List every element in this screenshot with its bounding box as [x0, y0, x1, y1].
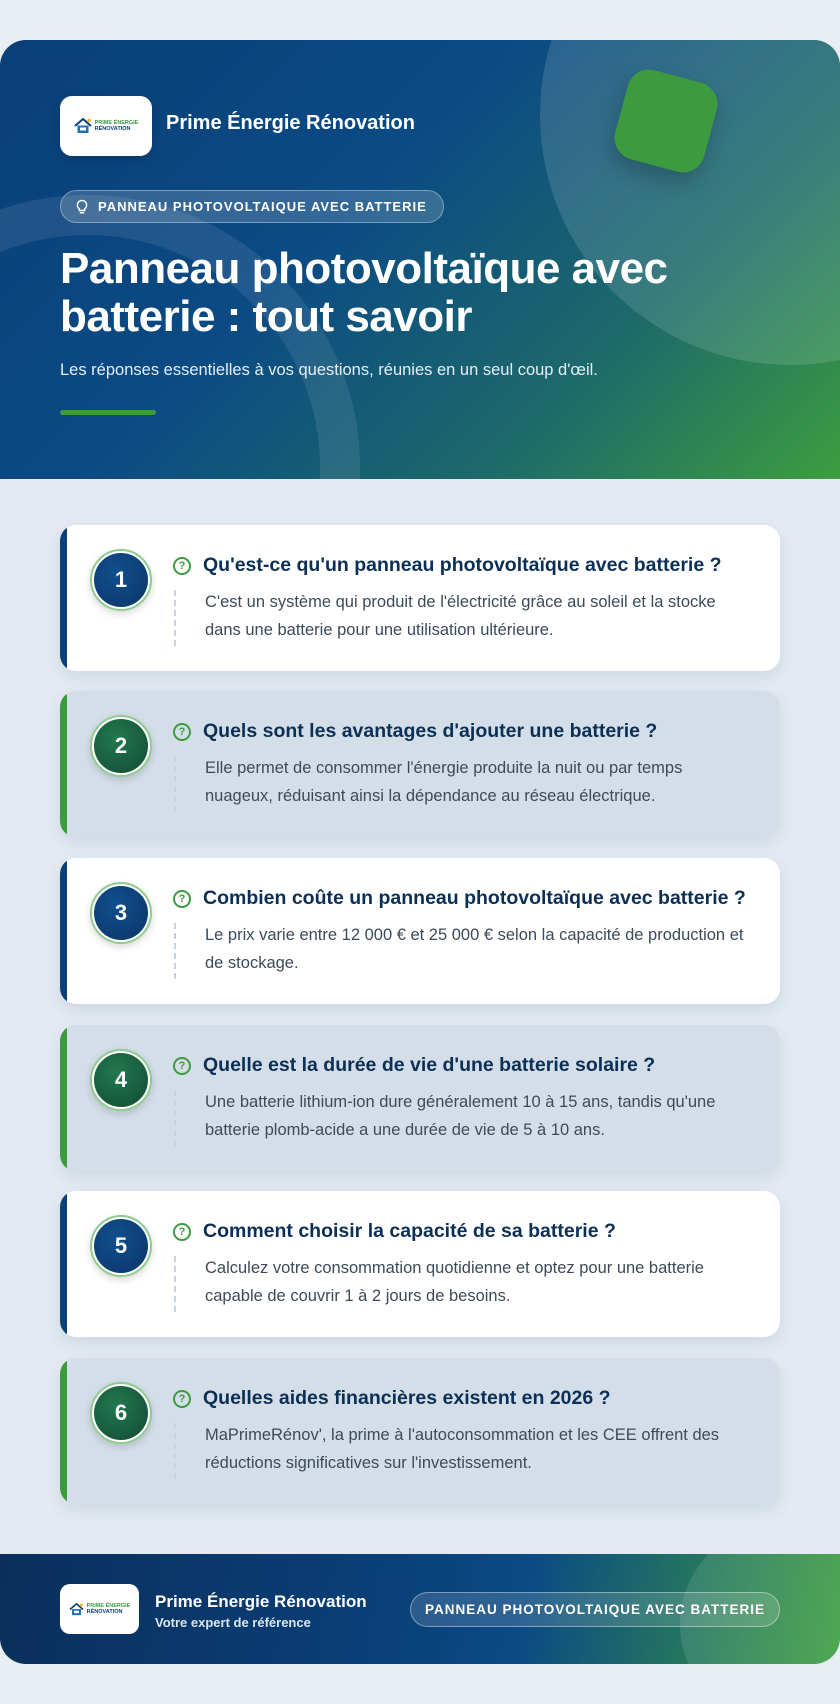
faq-divider — [174, 1423, 176, 1479]
page-subtitle: Les réponses essentielles à vos questions, réunies en un seul coup d'œil. — [60, 361, 598, 379]
logo-text-line1: PRIME ÉNERGIE — [86, 1603, 131, 1609]
logo-text-line1: PRIME ÉNERGIE — [94, 120, 139, 126]
faq-accent-bar — [60, 1025, 67, 1171]
faq-divider — [174, 923, 176, 979]
faq-number: 2 — [94, 719, 148, 773]
page-title: Panneau photovoltaïque avec batterie : tout savoir — [60, 244, 668, 341]
question-circle-icon: ? — [173, 557, 191, 575]
faq-answer: Calculez votre consommation quotidienne et optez pour une batterie capable de couvrir 1 à 2 jours de besoins. — [205, 1259, 704, 1305]
footer-tagline: Votre expert de référence — [155, 1615, 311, 1630]
topic-pill — [60, 190, 444, 223]
faq-accent-bar — [60, 1358, 67, 1504]
topic-pill-label: PANNEAU PHOTOVOLTAIQUE AVEC BATTERIE — [98, 199, 427, 214]
lightbulb-icon — [75, 199, 89, 215]
faq-item-5 — [60, 1191, 780, 1337]
faq-question: Quelles aides financières existent en 2026 ? — [203, 1387, 611, 1409]
faq-number-badge — [90, 715, 152, 777]
faq-question: Qu'est-ce qu'un panneau photovoltaïque avec batterie ? — [203, 554, 722, 576]
faq-number: 4 — [94, 1053, 148, 1107]
question-circle-icon: ? — [173, 1223, 191, 1241]
faq-answer: Une batterie lithium-ion dure généralement 10 à 15 ans, tandis qu'une batterie plomb-acide a une durée de vie de 5 à 10 ans. — [205, 1093, 716, 1139]
faq-number: 6 — [94, 1386, 148, 1440]
faq-item-1 — [60, 525, 780, 671]
faq-number-badge — [90, 1215, 152, 1277]
faq-question: Quels sont les avantages d'ajouter une batterie ? — [203, 720, 658, 742]
faq-number: 5 — [94, 1219, 148, 1273]
faq-answer: Elle permet de consommer l'énergie produite la nuit ou par temps nuageux, réduisant ainsi la dépendance au réseau électrique. — [205, 759, 683, 805]
faq-accent-bar — [60, 1191, 67, 1337]
faq-number: 1 — [94, 553, 148, 607]
accent-bar — [60, 410, 156, 415]
question-circle-icon: ? — [173, 890, 191, 908]
faq-item-3 — [60, 858, 780, 1004]
question-circle-icon: ? — [173, 723, 191, 741]
faq-accent-bar — [60, 525, 67, 671]
question-circle-icon: ? — [173, 1057, 191, 1075]
faq-question: Combien coûte un panneau photovoltaïque avec batterie ? — [203, 887, 746, 909]
house-icon — [69, 1603, 84, 1616]
footer-brand-name: Prime Énergie Rénovation — [155, 1592, 367, 1611]
faq-item-2 — [60, 691, 780, 837]
faq-item-6 — [60, 1358, 780, 1504]
faq-divider — [174, 1256, 176, 1312]
question-circle-icon: ? — [173, 1390, 191, 1408]
faq-number: 3 — [94, 886, 148, 940]
faq-accent-bar — [60, 858, 67, 1004]
faq-number-badge — [90, 1049, 152, 1111]
faq-divider — [174, 590, 176, 646]
footer-logo — [60, 1584, 139, 1634]
footer-topic-pill: PANNEAU PHOTOVOLTAIQUE AVEC BATTERIE — [410, 1592, 780, 1627]
faq-question: Quelle est la durée de vie d'une batterie solaire ? — [203, 1054, 656, 1076]
faq-number-badge — [90, 882, 152, 944]
faq-number-badge — [90, 1382, 152, 1444]
faq-accent-bar — [60, 691, 67, 837]
faq-item-4 — [60, 1025, 780, 1171]
infographic-card — [0, 40, 840, 1664]
house-icon — [74, 118, 92, 134]
brand-logo — [60, 96, 152, 156]
footer — [0, 1554, 840, 1664]
faq-answer: Le prix varie entre 12 000 € et 25 000 € selon la capacité de production et de stockage. — [205, 926, 744, 972]
hero-section — [0, 40, 840, 479]
faq-answer: C'est un système qui produit de l'électricité grâce au soleil et la stocke dans une batterie pour une utilisation ultérieure. — [205, 593, 716, 639]
logo-text-line2: RÉNOVATION — [94, 126, 131, 132]
faq-question: Comment choisir la capacité de sa batterie ? — [203, 1220, 616, 1242]
faq-answer: MaPrimeRénov', la prime à l'autoconsommation et les CEE offrent des réductions significatives sur l'investissement. — [205, 1426, 720, 1472]
faq-number-badge — [90, 549, 152, 611]
logo-text-line2: RÉNOVATION — [86, 1609, 123, 1615]
faq-divider — [174, 1090, 176, 1146]
faq-divider — [174, 756, 176, 812]
brand-name: Prime Énergie Rénovation — [166, 112, 415, 134]
